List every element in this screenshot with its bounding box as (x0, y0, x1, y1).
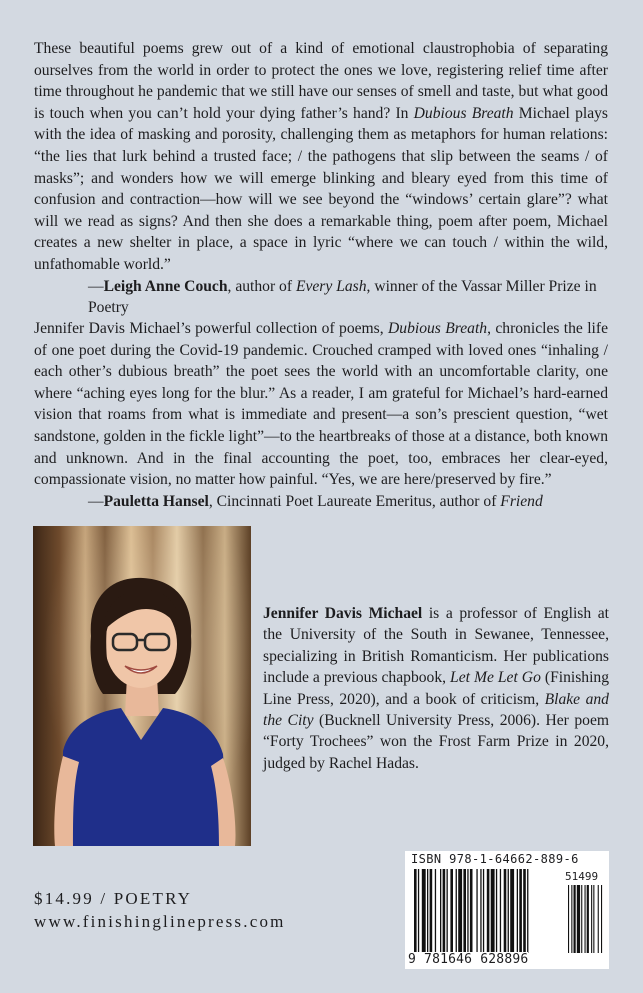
book-title: Every Lash (295, 277, 367, 295)
price-category: $14.99 / POETRY (34, 889, 193, 908)
blurb-text: These beautiful poems grew out of a kind of emotional claustrophobia of separating ourselves from the world in order to protect the ones we love, registering relief time after time throughout he pandemic that we still have our senses of smell and taste, but what good is touch when you can’t hold your dying father’s hand? In (34, 40, 608, 122)
blurb-couch (34, 38, 608, 319)
price-and-website (34, 887, 286, 933)
author-photo (33, 526, 251, 846)
blurb-text: Michael plays with the idea of masking and porosity, challenging them as metaphors for human relations: “the lies that lurk behind a trusted face; / the pathogens that slip between the seams / of masks”; and wonders how we will emerge blinking and bleary eyed from this time of confusion and contraction—how will we see beyond the “windows’ certain glare”? what will we read as signs? And then she does a remarkable thing, poem after poem, Michael creates a new shelter in place, a space in lyric “where we can touch / within the wild, unfathomable world.” (34, 104, 608, 273)
attribution-name: Pauletta Hansel (103, 492, 209, 510)
blurb-text: , chronicles the life of one poet during the Covid-19 pandemic. Crouched cramped with loved ones “inhaling / each other’s dubious breath” the poet sees the world with an uncomfortable clarity, one where “aching eyes long for the blur.” As a reader, I am grateful for Michael’s hard-earned vision that roams from what is immediate and present—a son’s prescient question, “wet sandstone, golden in the fickle light”—to the heartbreaks of those at a distance, both known and unknown. And in the final accounting the poet, too, embraces her clear-eyed, compassionate vision, no matter how painful. “Yes, we are here/preserved by fire.” (34, 320, 608, 489)
book-title: Blake and the City (263, 690, 609, 730)
isbn-number: ISBN 978-1-64662-889-6 (411, 852, 579, 866)
book-title: Dubious Breath (388, 320, 488, 337)
book-title: Let Me Let Go (450, 669, 541, 687)
book-title: Dubious Breath (413, 104, 514, 122)
blurb-hansel (34, 318, 608, 512)
blurb-attribution: —Pauletta Hansel, Cincinnati Poet Laureate Emeritus, author of Friend (88, 492, 543, 510)
author-name: Jennifer Davis Michael (263, 605, 423, 622)
attribution-name: Leigh Anne Couch (103, 277, 228, 295)
book-title: Friend (500, 492, 543, 510)
isbn-barcode (405, 851, 609, 969)
blurb-attribution: —Leigh Anne Couch, author of Every Lash, winner of the Vassar Miller Prize in Poetry (88, 277, 597, 317)
ean-number: 9 781646 628896 (408, 952, 529, 967)
author-bio: Jennifer Davis Michael is a professor of English at the University of the South in Sewanee, Tennessee, specializing in British Romanticism. Her publications include a previous chapbook, Let Me Let Go (Finishing Line Press, 2020), and a book of criticism, Blake and the City (Bucknell University Press, 2006). Her poem “Forty Trochees” won the Frost Farm Prize in 2020, judged by Rachel Hadas. (263, 605, 609, 772)
publisher-website: www.finishinglinepress.com (34, 912, 286, 931)
blurb-text: Jennifer Davis Michael’s powerful collection of poems, (34, 320, 389, 337)
price-code: 51499 (565, 870, 599, 883)
barcode-bars (408, 869, 606, 965)
